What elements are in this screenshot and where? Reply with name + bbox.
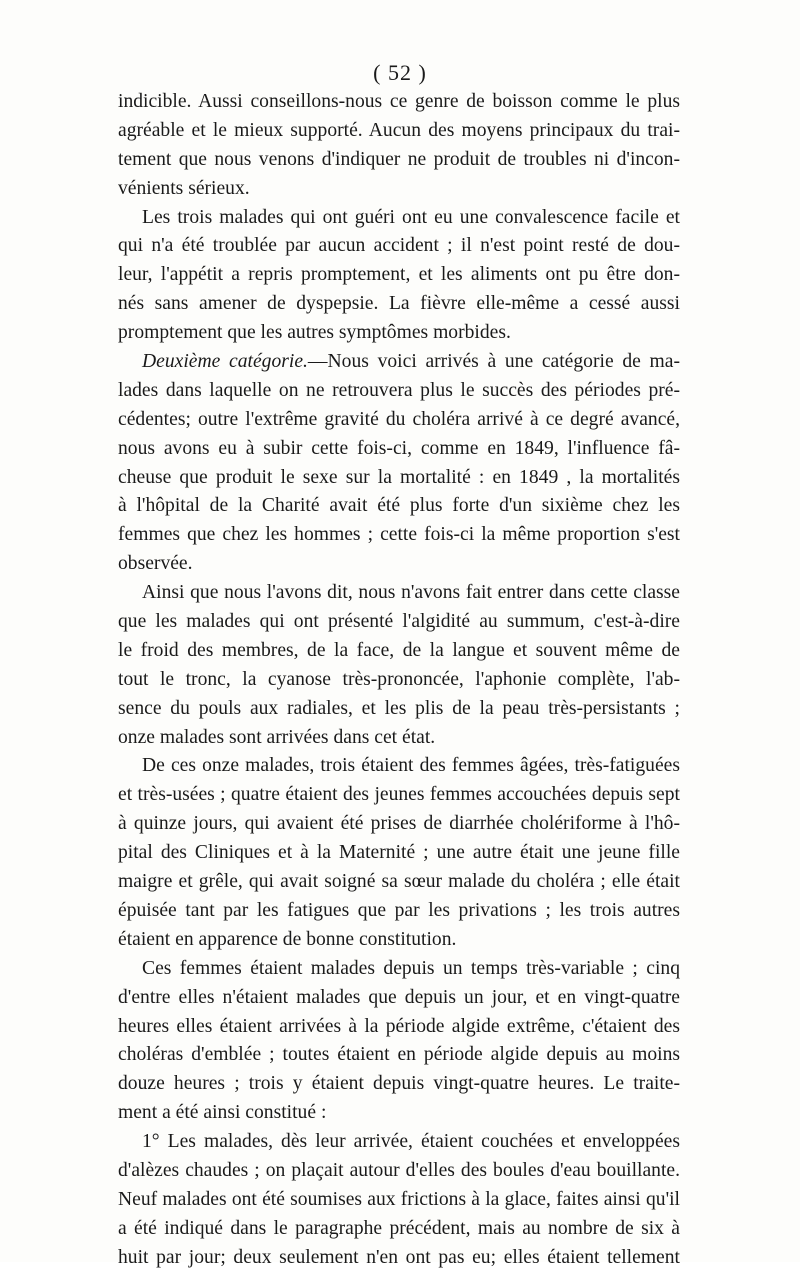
text-line <box>118 146 680 175</box>
line-text: agréable et le mieux supporté. Aucun des moyens principaux du trai- <box>118 119 680 141</box>
text-line <box>118 1215 680 1244</box>
line-text: nés sans amener de dyspepsie. La fièvre elle-même a cessé aussi <box>118 293 680 315</box>
line-text: tement que nous venons d'indiquer ne produit de troubles ni d'incon- <box>118 148 680 170</box>
line-text: onze malades sont arrivées dans cet état. <box>118 726 436 748</box>
line-text: douze heures ; trois y étaient depuis vingt-quatre heures. Le traite- <box>118 1073 680 1095</box>
line-text: Ainsi que nous l'avons dit, nous n'avons fait entrer dans cette classe <box>142 582 680 604</box>
text-line <box>118 955 680 984</box>
text-line <box>118 492 680 521</box>
text-line <box>118 435 680 464</box>
text-line <box>118 521 680 550</box>
text-line <box>118 1013 680 1042</box>
text-line <box>118 752 680 781</box>
line-text: Ces femmes étaient malades depuis un temps très-variable ; cinq <box>142 957 680 979</box>
text-line <box>118 1157 680 1186</box>
line-text: lades dans laquelle on ne retrouvera plus le succès des périodes pré- <box>118 379 680 401</box>
line-text: nous avons eu à subir cette fois-ci, comme en 1849, l'influence fâ- <box>118 437 680 459</box>
line-text: heures elles étaient arrivées à la période algide extrême, c'étaient des <box>118 1015 680 1037</box>
text-line <box>118 637 680 666</box>
line-text: cheuse que produit le sexe sur la mortalité : en 1849 , la mortalités <box>118 466 680 488</box>
line-text: Les trois malades qui ont guéri ont eu une convalescence facile et <box>142 206 680 228</box>
line-text: le froid des membres, de la face, de la langue et souvent même de <box>118 639 680 661</box>
text-line <box>118 348 680 377</box>
text-line <box>118 810 680 839</box>
line-text: promptement que les autres symptômes morbides. <box>118 322 511 344</box>
text-line <box>118 608 680 637</box>
text-line <box>118 175 680 204</box>
line-text: choléras d'emblée ; toutes étaient en période algide depuis au moins <box>118 1044 680 1066</box>
text-line <box>118 695 680 724</box>
line-text: —Nous voici arrivés à une catégorie de ma- <box>307 351 680 373</box>
text-line <box>118 724 680 753</box>
line-text: que les malades qui ont présenté l'algidité au summum, c'est-à-dire <box>118 611 680 633</box>
line-text: observée. <box>118 553 193 575</box>
text-line <box>118 1128 680 1157</box>
text-line <box>118 232 680 261</box>
line-text: tout le tronc, la cyanose très-prononcée, l'aphonie complète, l'ab- <box>118 668 680 690</box>
text-line <box>118 1186 680 1215</box>
line-text: étaient en apparence de bonne constitution. <box>118 928 457 950</box>
text-line <box>118 666 680 695</box>
line-text: d'entre elles n'étaient malades que depuis un jour, et en vingt-quatre <box>118 986 680 1008</box>
text-line <box>118 897 680 926</box>
text-line <box>118 319 680 348</box>
line-text: et très-usées ; quatre étaient des jeunes femmes accouchées depuis sept <box>118 784 680 806</box>
text-line <box>118 290 680 319</box>
line-text: maigre et grêle, qui avait soigné sa sœur malade du choléra ; elle était <box>118 871 680 893</box>
line-text: d'alèzes chaudes ; on plaçait autour d'elles des boules d'eau bouillante. <box>118 1159 680 1181</box>
text-line <box>118 117 680 146</box>
text-line <box>118 1070 680 1099</box>
text-line <box>118 1244 680 1273</box>
line-text: à quinze jours, qui avaient été prises de diarrhée cholériforme à l'hô- <box>118 813 680 835</box>
line-text: épuisée tant par les fatigues que par les privations ; les trois autres <box>118 899 680 921</box>
text-line <box>118 377 680 406</box>
line-text: cédentes; outre l'extrême gravité du choléra arrivé à ce degré avancé, <box>118 408 680 430</box>
text-line <box>118 464 680 493</box>
line-text: De ces onze malades, trois étaient des femmes âgées, très-fatiguées <box>142 755 680 777</box>
text-line <box>118 261 680 290</box>
line-text: sence du pouls aux radiales, et les plis de la peau très-persistants ; <box>118 697 680 719</box>
line-text: ment a été ainsi constitué : <box>118 1102 327 1124</box>
text-line <box>118 926 680 955</box>
text-line <box>118 984 680 1013</box>
text-line <box>118 868 680 897</box>
body-text <box>118 88 680 1273</box>
text-line <box>118 839 680 868</box>
text-line <box>118 1041 680 1070</box>
line-text: qui n'a été troublée par aucun accident ; il n'est point resté de dou- <box>118 235 680 257</box>
line-text: leur, l'appétit a repris promptement, et les aliments ont pu être don- <box>118 264 680 286</box>
section-heading: Deuxième catégorie. <box>142 351 308 373</box>
line-text: huit par jour; deux seulement n'en ont pas eu; elles étaient tellement <box>118 1246 680 1268</box>
line-text: à l'hôpital de la Charité avait été plus forte d'un sixième chez les <box>118 495 680 517</box>
line-text: a été indiqué dans le paragraphe précédent, mais au nombre de six à <box>118 1217 680 1239</box>
text-line <box>118 579 680 608</box>
line-text: vénients sérieux. <box>118 177 250 199</box>
text-line <box>118 88 680 117</box>
text-line <box>118 406 680 435</box>
line-text: femmes que chez les hommes ; cette fois-ci la même proportion s'est <box>118 524 680 546</box>
page-number: ( 52 ) <box>373 60 427 85</box>
line-text: indicible. Aussi conseillons-nous ce genre de boisson comme le plus <box>118 91 680 112</box>
line-text: 1° Les malades, dès leur arrivée, étaient couchées et enveloppées <box>142 1131 680 1153</box>
text-line <box>118 781 680 810</box>
text-line <box>118 204 680 233</box>
line-text: Neuf malades ont été soumises aux frictions à la glace, faites ainsi qu'il <box>118 1188 680 1210</box>
text-line <box>118 550 680 579</box>
text-line <box>118 1099 680 1128</box>
line-text: pital des Cliniques et à la Maternité ; une autre était une jeune fille <box>118 842 680 864</box>
